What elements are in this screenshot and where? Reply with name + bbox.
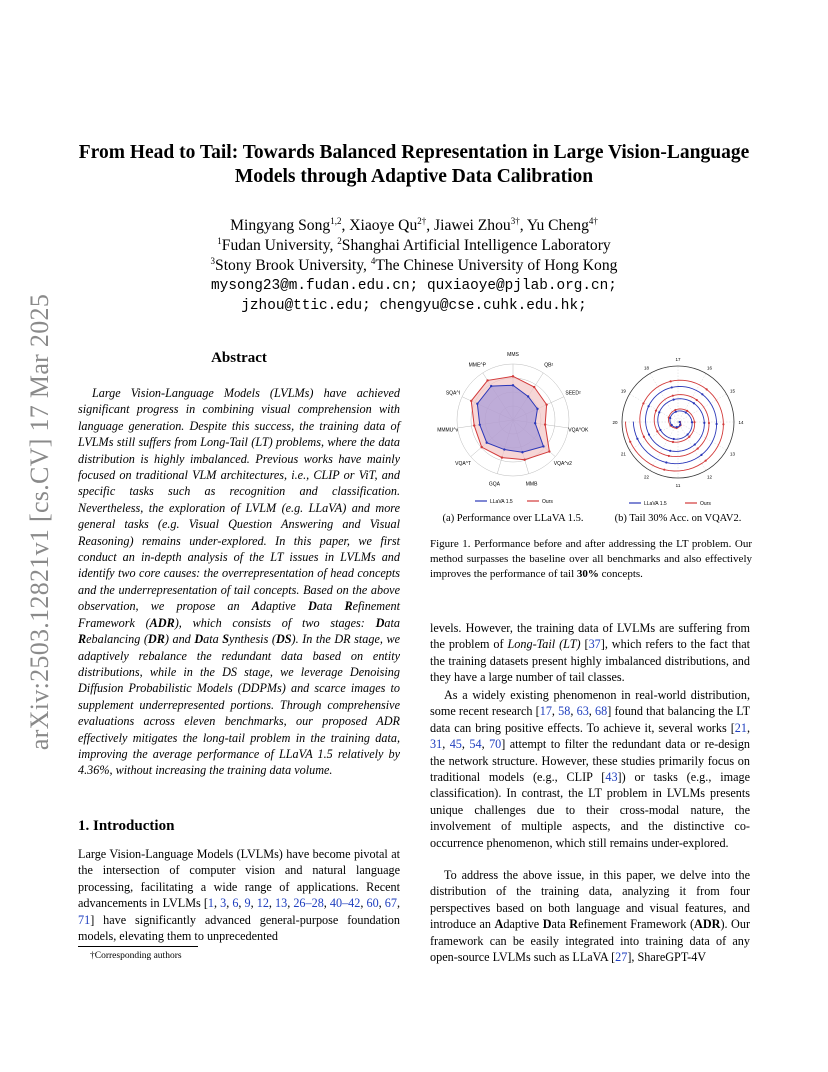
radar-axis-label: SEED²	[565, 390, 581, 397]
spiral-series-baseline-point	[671, 424, 673, 426]
right-paragraph-2: As a widely existing phenomenon in real-world distribution, some recent research [17, 58, 63, 68] found that balancing the LT data can bring positive effects. To achieve it, several works [21, 31, 45, 54, 70] attempt to filter the redundant data or re-design the network structure. However, these studies primarily focus on traditional models (e.g., CLIP [43]) or tasks (e.g., image classification). In contrast, the LT problem in LVLMs presents unique challenges due to their cross-modal nature, the involvement of multiple aspects, and the distinctive co-occurrence phenomenon, which still remains under-explored.	[430, 688, 751, 850]
radar-axis-label: VQA^T	[455, 461, 472, 468]
radar-point-ours	[544, 423, 546, 425]
radar-point-baseline	[490, 385, 492, 387]
emails-line-1: mysong23@m.fudan.edu.cn; quxiaoye@pjlab.org.cn;	[211, 278, 617, 294]
figure-caption: Figure 1. Performance before and after addressing the LT problem. Our method surpasses the baseline over all benchmarks and also effectively improves the performance of tail 30% concepts.	[430, 538, 752, 580]
spiral-tick-label: 13	[730, 451, 736, 457]
citation-link[interactable]: 6	[232, 896, 239, 911]
spiral-series-ours-point	[674, 409, 676, 411]
spiral-series-baseline-point	[675, 411, 677, 413]
spiral-tick-label: 16	[706, 365, 713, 371]
footnote-rule	[78, 946, 198, 947]
citation-link[interactable]: 26–28	[293, 896, 324, 911]
citation-link[interactable]: 71	[78, 912, 91, 927]
spiral-series-baseline-point	[679, 424, 681, 426]
spiral-tick-label: 15	[730, 388, 736, 394]
citation-link[interactable]: 17	[539, 704, 552, 719]
spiral-series-ours-point	[688, 436, 690, 438]
citation-link[interactable]: 31	[430, 737, 443, 752]
spiral-series-baseline-point	[686, 433, 688, 435]
spiral-series-ours-point	[663, 469, 665, 471]
spiral-tick-label: 11	[675, 483, 681, 488]
citation-link[interactable]: 45	[449, 737, 462, 752]
citation-link[interactable]: 1	[207, 896, 214, 911]
citation-link[interactable]: 9	[244, 896, 251, 911]
legend-label-baseline: LLaVA 1.5	[490, 499, 513, 505]
spiral-series-baseline-point	[669, 450, 671, 452]
radar-axis-label: QB²	[544, 362, 554, 369]
spiral-series-ours-point	[670, 380, 672, 382]
spiral-tick-label: 14	[738, 420, 744, 425]
spiral-series-baseline-point	[658, 411, 660, 413]
citation-link[interactable]: 27	[615, 950, 628, 965]
arxiv-sidebar	[24, 282, 56, 762]
spiral-series-ours-point	[697, 447, 699, 449]
spiral-series-ours-point	[706, 388, 708, 390]
radar-point-ours	[512, 375, 514, 377]
spiral-series-ours-point	[655, 410, 657, 412]
spiral-tick-label: 20	[612, 420, 618, 425]
citation-link[interactable]: 21	[734, 720, 747, 735]
citation-link[interactable]: 54	[469, 737, 482, 752]
radar-point-ours	[548, 450, 550, 452]
spiral-series-ours-point	[668, 455, 670, 457]
radar-point-baseline	[486, 442, 488, 444]
radar-point-baseline	[536, 408, 538, 410]
spiral-series-ours-point	[693, 421, 695, 423]
spiral-chart	[605, 350, 751, 510]
spiral-series-baseline-point	[716, 423, 718, 425]
emails-line-2: jzhou@ttic.edu; chengyu@cse.cuhk.edu.hk;	[241, 298, 587, 314]
spiral-series-baseline	[633, 386, 716, 463]
abstract-heading: Abstract	[211, 350, 267, 366]
spiral-series-baseline-point	[693, 402, 695, 404]
spiral-series-ours-point	[656, 430, 658, 432]
author-block	[70, 216, 758, 316]
citation-link[interactable]: 43	[605, 770, 618, 785]
spiral-series-ours-point	[708, 422, 710, 424]
spiral-series-baseline-point	[669, 417, 671, 419]
radar-point-ours	[473, 424, 475, 426]
citation-link[interactable]: 58	[558, 704, 571, 719]
footnote: †Corresponding authors	[90, 951, 182, 961]
spiral-series-baseline-point	[701, 393, 703, 395]
spiral-tick-label: 22	[643, 474, 650, 480]
radar-axis-label: GQA	[488, 481, 500, 488]
spiral-series-baseline-point	[703, 422, 705, 424]
subcaption-b: (b) Tail 30% Acc. on VQAV2.	[614, 513, 742, 524]
spiral-tick-label: 18	[643, 365, 650, 371]
citation-link[interactable]: 40–42	[329, 896, 361, 911]
spiral-series-baseline-point	[665, 461, 667, 463]
spiral-series-ours-point	[643, 436, 645, 438]
radar-point-baseline	[521, 451, 523, 453]
radar-point-ours	[470, 400, 472, 402]
spiral-series-ours-point	[629, 441, 631, 443]
radar-chart	[425, 348, 601, 510]
legend-label-ours: Ours	[700, 501, 711, 507]
spiral-series-ours-point	[696, 399, 698, 401]
citation-link[interactable]: 63	[576, 704, 589, 719]
radar-point-ours	[545, 403, 547, 405]
intro-paragraph: Large Vision-Language Models (LVLMs) have become pivotal at the intersection of computer vision and natural language processing, facilitating a wide range of applications. Recent advancements in LVLMs [1, 3, 6, 9, 12, 13, 26–28, 40–42, 60, 67, 71] have significantly advanced general-purpose foundation models, elevating them to unprecedented	[78, 847, 400, 944]
spiral-tick-label: 19	[620, 388, 626, 394]
radar-point-baseline	[527, 395, 529, 397]
radar-point-ours	[501, 456, 503, 458]
spiral-series-baseline-point	[694, 443, 696, 445]
citation-link[interactable]: 13	[275, 896, 288, 911]
author-names: Mingyang Song$^{1,2}$, Xiaoye $Qu^{2\dagger}$, Jiawei Zhou$^{3\dagger}$, Yu Cheng$^{4\dagger}$	[230, 215, 598, 234]
spiral-series-baseline-point	[679, 421, 681, 423]
citation-link[interactable]: 70	[489, 737, 502, 752]
spiral-series-ours-point	[705, 460, 707, 462]
spiral-series-ours	[625, 380, 723, 471]
right-paragraph-1: levels. However, the training data of LVLMs are suffering from the problem of Long-Tail (LT) [37], which refers to the fact that the training datasets present highly imbalanced distributions, and they have a large number of tail classes.	[430, 621, 750, 685]
affiliation-line-2: $^3$Stony Brook University, $^4$The Chinese University of Hong Kong	[210, 255, 618, 274]
spiral-series-baseline-point	[700, 454, 702, 456]
radar-point-baseline	[503, 448, 505, 450]
spiral-grid-spoke	[678, 394, 726, 422]
spiral-series-baseline-point	[648, 433, 650, 435]
radar-axis-label: VQA^v2	[553, 461, 572, 468]
citation-link[interactable]: 12	[256, 896, 269, 911]
radar-point-ours	[480, 446, 482, 448]
radar-point-baseline	[534, 422, 536, 424]
radar-point-baseline	[476, 403, 478, 405]
arxiv-id: arXiv:2503.12821v1 [cs.CV] 17 Mar 2025	[25, 293, 54, 751]
spiral-series-ours-point	[642, 402, 644, 404]
spiral-series-baseline-point	[672, 399, 674, 401]
radar-point-baseline	[512, 384, 514, 386]
spiral-series-ours-point	[672, 395, 674, 397]
spiral-series-baseline-point	[691, 421, 693, 423]
spiral-series-baseline-point	[671, 386, 673, 388]
radar-axis-label: SQA^I	[445, 390, 461, 397]
spiral-series-ours-point	[722, 423, 724, 425]
spiral-tick-label: 21	[620, 451, 626, 457]
radar-axis-label: MMS	[507, 352, 519, 358]
radar-point-ours	[523, 459, 525, 461]
citation-link[interactable]: 3	[220, 896, 227, 911]
legend-label-baseline: LLaVA 1.5	[644, 501, 667, 507]
legend-label-ours: Ours	[542, 499, 553, 505]
spiral-tick-label: 12	[706, 474, 713, 480]
radar-axis-label: MMB	[525, 481, 538, 488]
radar-point-baseline	[542, 445, 544, 447]
spiral-series-baseline-point	[676, 426, 678, 428]
spiral-series-baseline-point	[647, 405, 649, 407]
spiral-series-baseline-point	[685, 411, 687, 413]
spiral-series-baseline-point	[636, 438, 638, 440]
citation-link[interactable]: 37	[588, 637, 601, 652]
intro-heading: 1. Introduction	[78, 818, 175, 834]
spiral-series-baseline-point	[659, 429, 661, 431]
affiliation-line-1: $^1$Fudan University, $^2$Shanghai Artificial Intelligence Laboratory	[217, 235, 611, 254]
citation-link[interactable]: 67	[384, 896, 397, 911]
abstract-text: Large Vision-Language Models (LVLMs) have achieved significant progress in combining visual comprehension with language generation. Despite this success, the training data of LVLMs still suffers from Long-Tail (LT) problems, where the data distribution is highly imbalanced. Previous works have mainly focused on traditional VLM architectures, i.e., CLIP or ViT, and specific tasks such as recognition and classification. Nevertheless, the exploration of LVLM (e.g. LLaVA) and more general tasks (e.g. Visual Question Answering and Visual Reasoning) remains under-explored. In this paper, we first conduct an in-depth analysis of the LT issues in LVLMs and identify two core causes: the overrepresentation of head concepts and the underrepresentation of tail concepts. Based on the above observation, we propose an Adaptive Data Refinement Framework (ADR), which consists of two stages: Data Rebalancing (DR) and Data Synthesis (DS). In the DR stage, we adaptively rebalance the redundant data based on entity distributions, while in the DS stage, we leverage Denoising Diffusion Probabilistic Models (DDPMs) and scarce images to supplement underrepresented portions. Through comprehensive evaluations across eleven benchmarks, our proposed ADR effectively mitigates the long-tail problem in the training data, improving the average performance of LLaVA 1.5 relatively by 4.36%, without increasing the training data volume.	[78, 386, 401, 778]
citation-link[interactable]: 60	[366, 896, 379, 911]
spiral-tick-label: 17	[675, 357, 681, 362]
radar-axis-label: VQA^OK	[568, 427, 589, 434]
radar-point-ours	[533, 386, 535, 388]
citation-link[interactable]: 68	[595, 704, 608, 719]
subcaption-a: (a) Performance over LLaVA 1.5.	[442, 513, 584, 524]
radar-axis-label: MMMU^v	[437, 427, 459, 434]
right-paragraph-3: To address the above issue, in this paper, we delve into the distribution of the training data, analyzing it from four perspectives based on both language and visual features, and introduce an Adaptive Data Refinement Framework (ADR). Our framework can be easily integrated into training data of any open-source LVLMs such as LLaVA [27], ShareGPT-4V	[430, 868, 750, 965]
spiral-series-baseline-point	[673, 438, 675, 440]
radar-axis-label: MME^P	[468, 362, 486, 369]
radar-point-baseline	[479, 424, 481, 426]
spiral-series-ours-point	[672, 441, 674, 443]
radar-point-ours	[486, 379, 488, 381]
paper-title: From Head to Tail: Towards Balanced Representation in Large Vision-Language Models through Adaptive Data Calibration	[78, 142, 750, 187]
